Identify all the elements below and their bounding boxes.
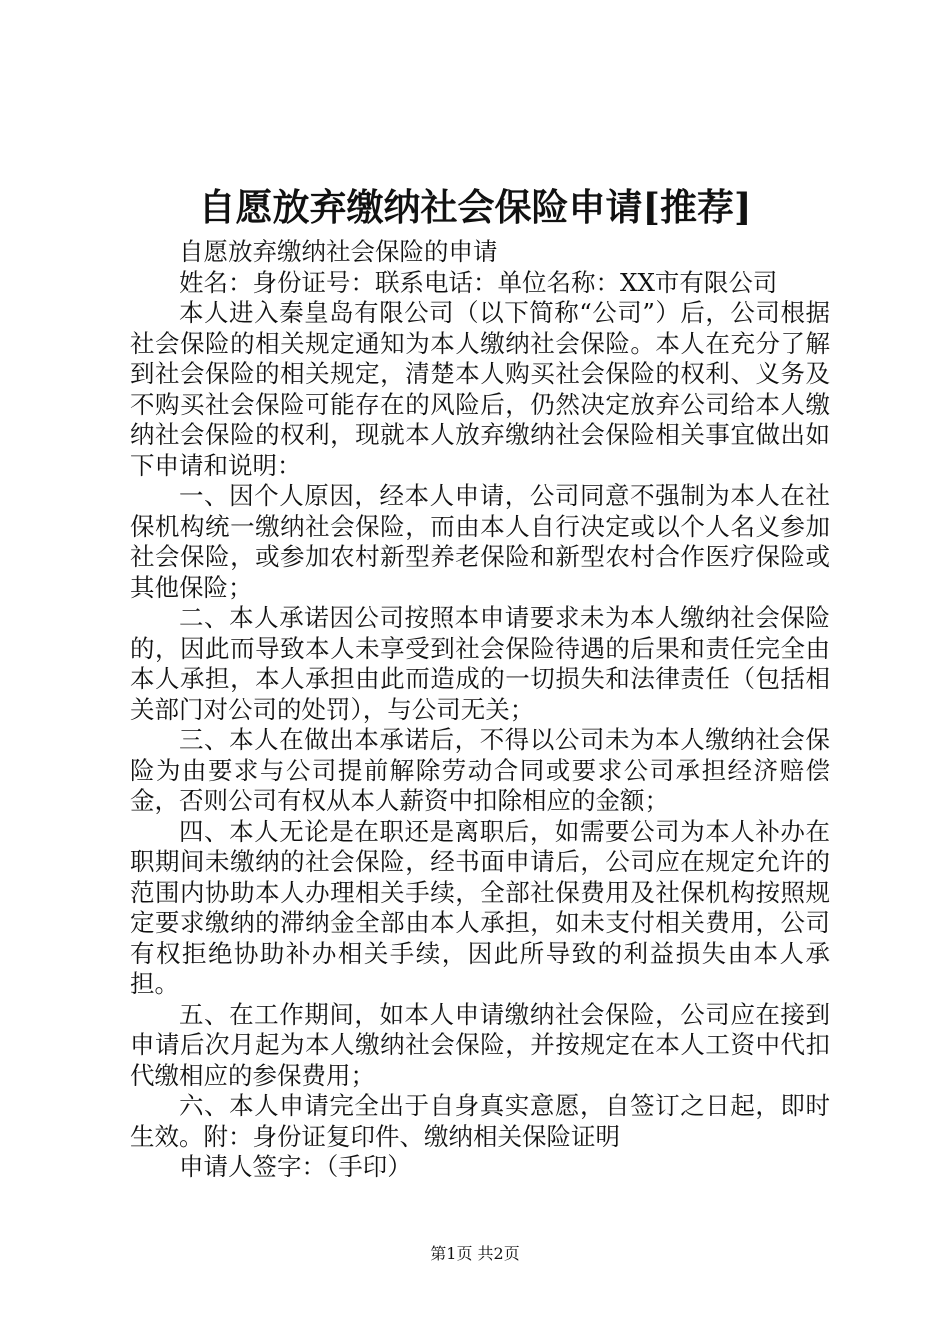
applicant-info-line: 姓名：身份证号：联系电话：单位名称：XX市有限公司 [179, 267, 778, 297]
document-title: 自愿放弃缴纳社会保险申请[推荐] [198, 185, 752, 229]
document-subtitle: 自愿放弃缴纳社会保险的申请 [179, 237, 498, 266]
document-body [130, 237, 830, 1183]
paragraph-clause-3: 三、本人在做出本承诺后，不得以公司未为本人缴纳社会保险为由要求与公司提前解除劳动合同或要求公司承担经济赔偿金，否则公司有权从本人薪资中扣除相应的金额； [130, 725, 830, 815]
paragraph-clause-4: 四、本人无论是在职还是离职后，如需要公司为本人补办在职期间未缴纳的社会保险，经书面申请后，公司应在规定允许的范围内协助本人办理相关手续，全部社保费用及社保机构按照规定要求缴纳的滞纳金全部由本人承担，如未支付相关费用，公司有权拒绝协助补办相关手续，因此所导致的利益损失由本人承担。 [130, 816, 830, 998]
paragraph-clause-1: 一、因个人原因，经本人申请，公司同意不强制为本人在社保机构统一缴纳社会保险，而由本人自行决定或以个人名义参加社会保险，或参加农村新型养老保险和新型农村合作医疗保险或其他保险； [130, 481, 830, 602]
paragraph-clause-6: 六、本人申请完全出于自身真实意愿，自签订之日起，即时生效。附：身份证复印件、缴纳相关保险证明 [130, 1091, 830, 1151]
signature-line: 申请人签字：（手印） [179, 1152, 412, 1181]
paragraph-intro: 本人进入秦皇岛有限公司（以下简称“公司”）后，公司根据社会保险的相关规定通知为本人缴纳社会保险。本人在充分了解到社会保险的相关规定，清楚本人购买社会保险的权利、义务及不购买社会保险可能存在的风险后，仍然决定放弃公司给本人缴纳社会保险的权利，现就本人放弃缴纳社会保险相关事宜做出如下申请和说明： [130, 298, 830, 480]
page-indicator: 第1页 共2页 [430, 1244, 520, 1263]
paragraph-clause-5: 五、在工作期间，如本人申请缴纳社会保险，公司应在接到申请后次月起为本人缴纳社会保险，并按规定在本人工资中代扣代缴相应的参保费用； [130, 999, 830, 1090]
paragraph-clause-2: 二、本人承诺因公司按照本申请要求未为本人缴纳社会保险的，因此而导致本人未享受到社会保险待遇的后果和责任完全由本人承担，本人承担由此而造成的一切损失和法律责任（包括相关部门对公司的处罚），与公司无关； [130, 603, 830, 724]
